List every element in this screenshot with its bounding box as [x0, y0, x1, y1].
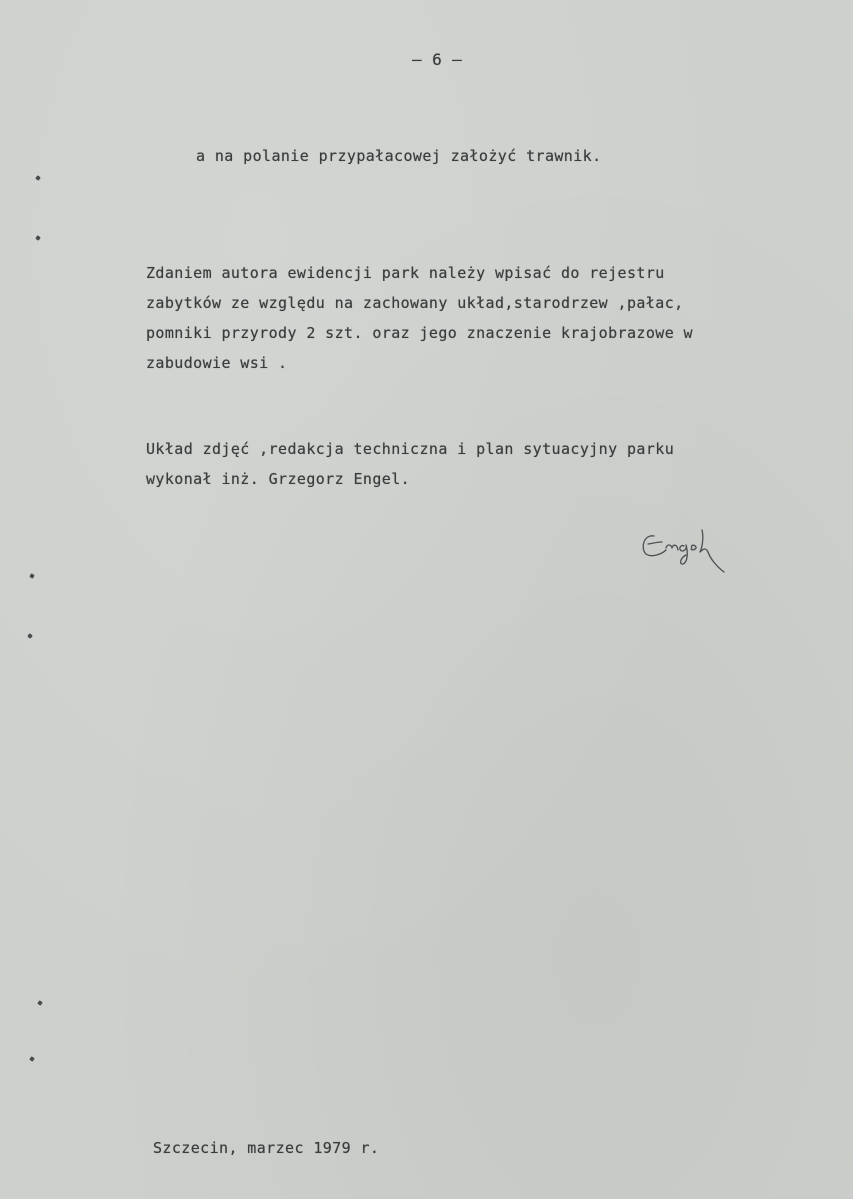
scan-mark	[35, 235, 41, 241]
paragraph-line: pomniki przyrody 2 szt. oraz jego znaczenie krajobrazowe w	[146, 324, 693, 342]
scan-mark	[29, 1056, 35, 1062]
paragraph-line: zabudowie wsi .	[146, 354, 288, 372]
paragraph-credits	[146, 434, 674, 494]
paragraph-line: zabytków ze względu na zachowany układ,starodrzew ,pałac,	[146, 294, 684, 312]
paragraph-register-recommendation	[146, 258, 693, 378]
scan-mark	[27, 633, 33, 639]
scan-mark	[35, 175, 41, 181]
paragraph-line: Układ zdjęć ,redakcja techniczna i plan sytuacyjny parku	[146, 440, 675, 458]
opening-line: a na polanie przypałacowej założyć trawnik.	[196, 147, 602, 165]
scan-mark	[29, 573, 35, 579]
page-number: – 6 –	[412, 50, 463, 69]
paragraph-line: wykonał inż. Grzegorz Engel.	[146, 470, 411, 488]
paragraph-line: Zdaniem autora ewidencji park należy wpisać do rejestru	[146, 264, 665, 282]
handwritten-signature	[636, 518, 756, 582]
scan-mark	[37, 1000, 43, 1006]
place-and-date: Szczecin, marzec 1979 r.	[153, 1139, 380, 1157]
